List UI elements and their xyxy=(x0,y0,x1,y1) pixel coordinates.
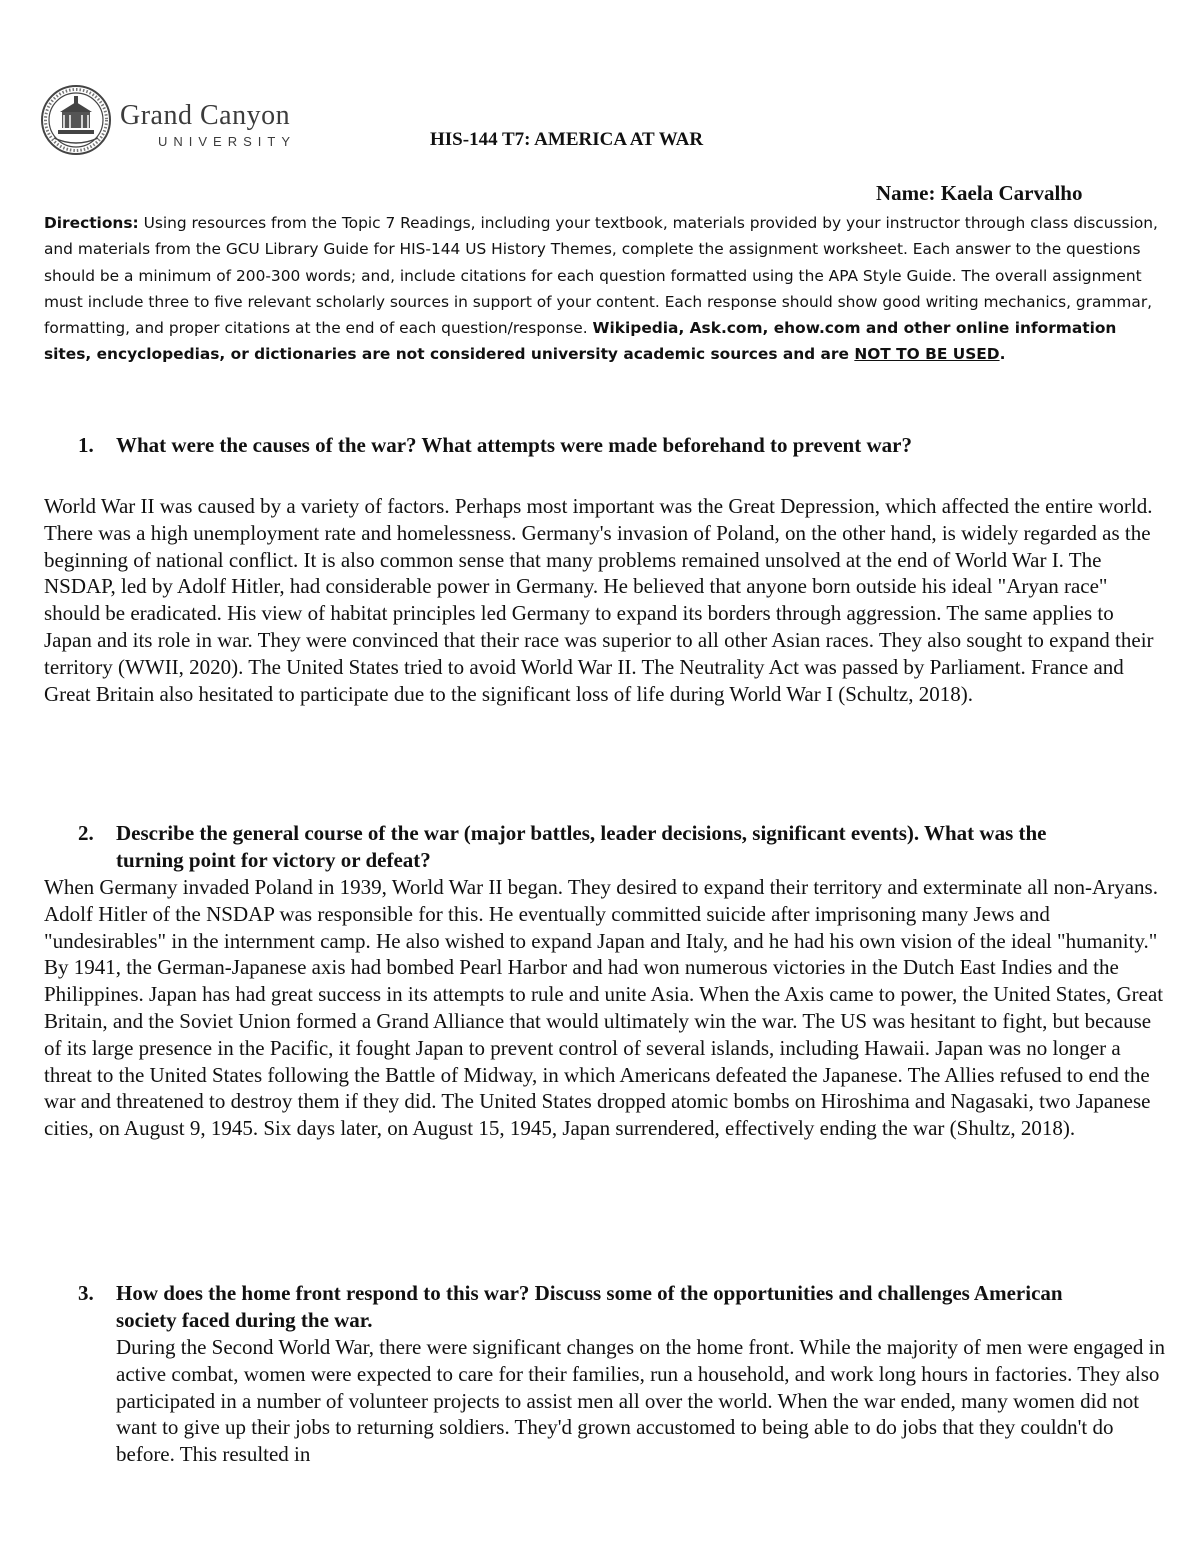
answer-1: World War II was caused by a variety of factors. Perhaps most important was the Great Depression, which affected the entire world. There was a high unemployment rate and homelessness. Germany's invasion of Poland, on the other hand, is widely regarded as the beginning of national conflict. It is also common sense that many problems remained unsolved at the end of World War I. The NSDAP, led by Adolf Hitler, had considerable power in Germany. He believed that anyone born outside his ideal "Aryan race" should be eradicated. His view of habitat principles led Germany to expand its borders through aggression. The same applies to Japan and its role in war. They were convinced that their race was superior to all other Asian races. They also sought to expand their territory (WWII, 2020). The United States tried to avoid World War II. The Neutrality Act was passed by Parliament. France and Great Britain also hesitated to participate due to the significant loss of life during World War I (Schultz, 2018). xyxy=(44,494,1154,706)
question-text: What were the causes of the war? What attempts were made beforehand to prevent war? xyxy=(116,433,912,457)
question-2 xyxy=(0,820,1200,876)
directions-warning-text: Wikipedia, Ask.com, ehow.com and other online information sites, encyclopedias, or dictionaries are not considered university academic sources and are xyxy=(44,319,1117,364)
answer-3: During the Second World War, there were significant changes on the home front. While the majority of men were engaged in active combat, women were expected to care for their families, run a household, and work long hours in factories. They also participated in a number of volunteer projects to assist men all over the world. When the war ended, many women did not want to give up their jobs to returning soldiers. They'd grown accustomed to being able to do jobs that they couldn't do before. This resulted in xyxy=(116,1335,1165,1467)
question-3 xyxy=(0,1280,1200,1336)
university-logo xyxy=(40,84,350,156)
question-text: Describe the general course of the war (major battles, leader decisions, significant events). What was the turning point for victory or defeat? xyxy=(116,821,1047,872)
university-seal-icon xyxy=(40,84,112,156)
question-text: How does the home front respond to this war? Discuss some of the opportunities and challenges American society faced during the war. xyxy=(116,1281,1063,1332)
directions-text: Using resources from the Topic 7 Readings, including your textbook, materials provided by your instructor through class discussion, and materials from the GCU Library Guide for HIS-144 US History Themes, complete the assignment worksheet. Each answer to the questions should be a minimum of 200-300 words; and, include citations for each question formatted using the APA Style Guide. The overall assignment must include three to five relevant scholarly sources in support of your content. Each response should show good writing mechanics, grammar, formatting, and proper citations at the end of each question/response. xyxy=(44,214,1158,338)
directions-paragraph xyxy=(44,210,1164,368)
question-number: 3. xyxy=(78,1281,94,1305)
directions-warning-underlined: NOT TO BE USED xyxy=(854,345,1000,364)
page-title: HIS-144 T7: AMERICA AT WAR xyxy=(430,129,704,150)
question-number: 2. xyxy=(78,821,94,845)
directions-label: Directions: xyxy=(44,214,139,232)
logo-brand: Grand Canyon xyxy=(120,100,291,131)
answer-2: When Germany invaded Poland in 1939, World War II began. They desired to expand their territory and exterminate all non-Aryans. Adolf Hitler of the NSDAP was responsible for this. He eventually committed suicide after imprisoning many Jews and "undesirables" in the internment camp. He also wished to expand Japan and Italy, and he had his own vision of the ideal "humanity." By 1941, the German-Japanese axis had bombed Pearl Harbor and had won numerous victories in the Dutch East Indies and the Philippines. Japan has had great success in its attempts to rule and unite Asia. When the Axis came to power, the United States, Great Britain, and the Soviet Union formed a Grand Alliance that would ultimately win the war. The US was hesitant to fight, but because of its large presence in the Pacific, it fought Japan to prevent control of several islands, including Hawaii. Japan was no longer a threat to the United States following the Battle of Midway, in which Americans defeated the Japanese. The Allies refused to end the war and threatened to destroy them if they did. The United States dropped atomic bombs on Hiroshima and Nagasaki, two Japanese cities, on August 9, 1945. Six days later, on August 15, 1945, Japan surrendered, effectively ending the war (Shultz, 2018). xyxy=(44,875,1164,1141)
directions-warning-end: . xyxy=(999,345,1006,364)
logo-subtitle: UNIVERSITY xyxy=(158,134,297,149)
question-1 xyxy=(0,432,1200,462)
question-number: 1. xyxy=(78,433,94,457)
student-name: Name: Kaela Carvalho xyxy=(876,181,1083,205)
